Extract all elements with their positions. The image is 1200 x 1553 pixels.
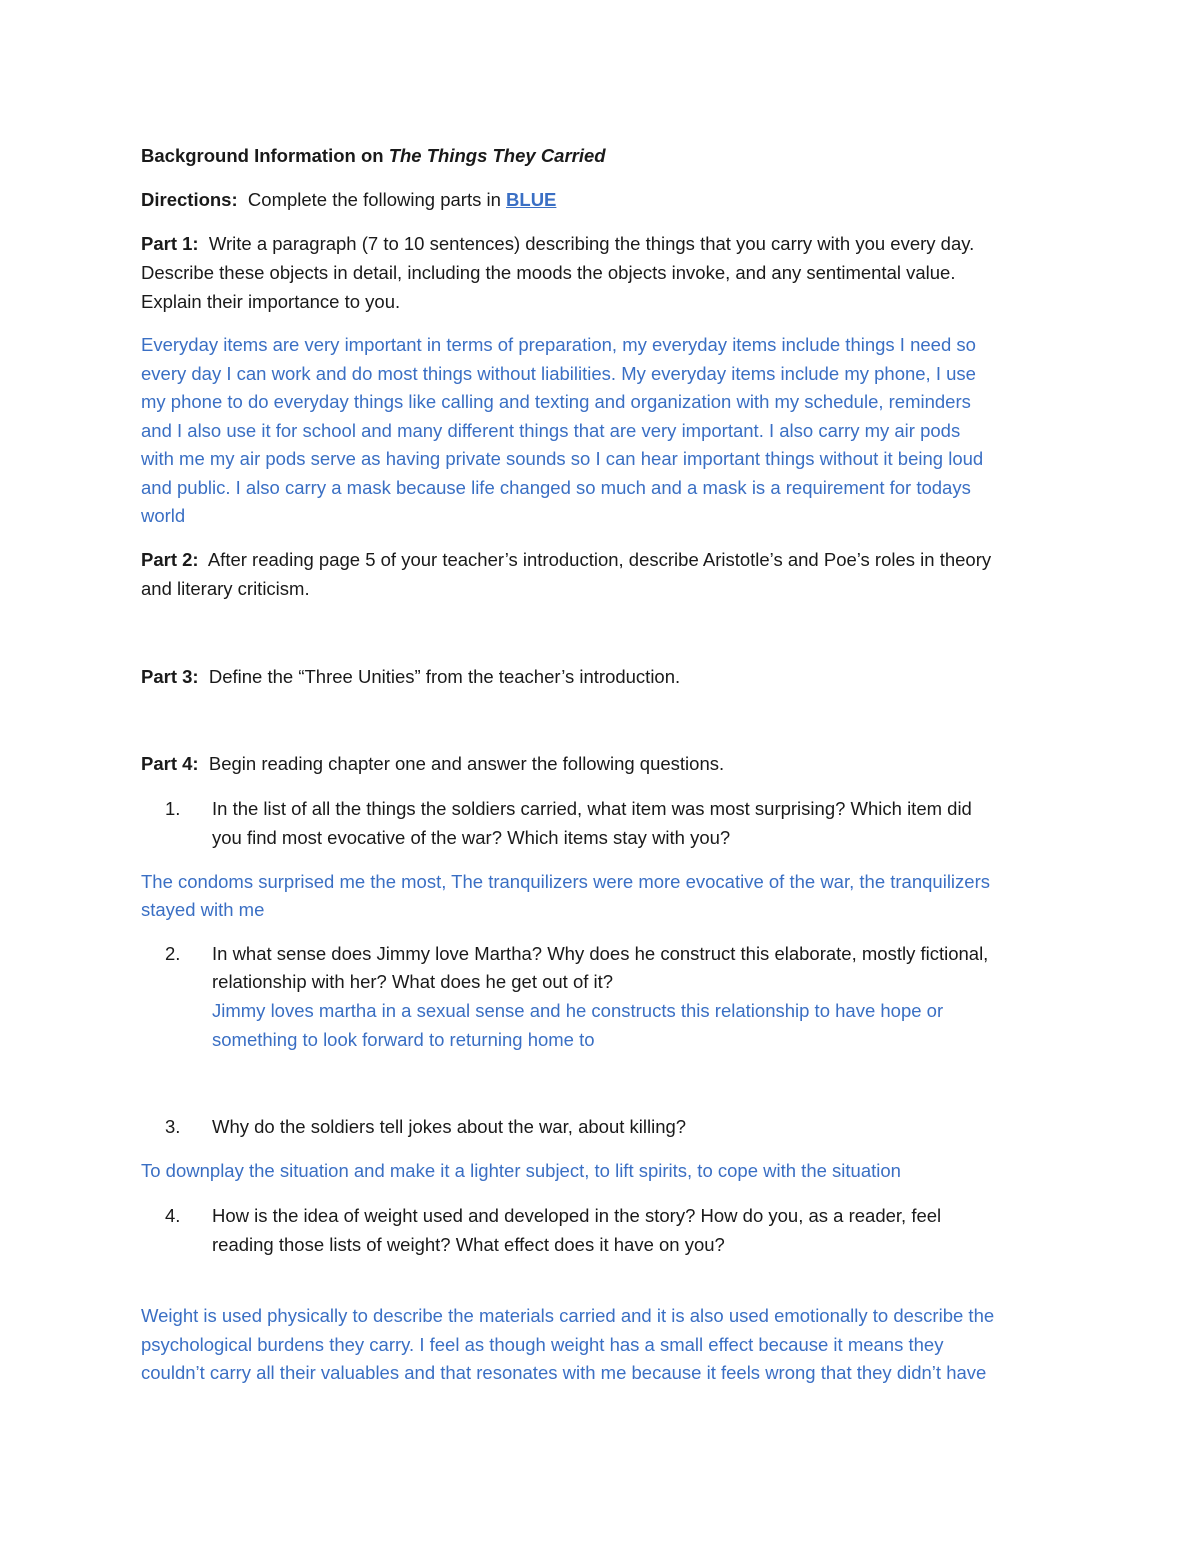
part1-text: Write a paragraph (7 to 10 sentences) describing the things that you carry with you every day. bbox=[208, 233, 975, 254]
part4-prompt bbox=[141, 750, 724, 778]
question-2-number: 2. bbox=[165, 943, 181, 964]
title-prefix: Background Information on bbox=[141, 145, 389, 166]
part1-answer-line-5: with me my air pods serve as having private sounds so I can hear important things without it being loud bbox=[141, 448, 984, 469]
part1-answer-line-3: my phone to do everyday things like calling and texting and organization with my schedule, reminders bbox=[141, 391, 971, 412]
part1-answer-line-4: and I also use it for school and many different things that are very important. I also carry my air pods bbox=[141, 420, 961, 441]
question-3-number: 3. bbox=[165, 1116, 181, 1137]
part2-prompt-line-2: and literary criticism. bbox=[141, 578, 310, 599]
directions-text: Complete the following parts in bbox=[247, 189, 507, 210]
blue-link[interactable]: BLUE bbox=[506, 189, 557, 210]
part1-answer-line-1: Everyday items are very important in terms of preparation, my everyday items include things I need so bbox=[141, 334, 976, 355]
question-4-line-1: How is the idea of weight used and developed in the story? How do you, as a reader, feel bbox=[212, 1205, 942, 1226]
part2-label: Part 2: bbox=[141, 549, 199, 570]
directions bbox=[141, 186, 556, 214]
part1-label: Part 1: bbox=[141, 233, 199, 254]
answer-2-line-2: something to look forward to returning home to bbox=[212, 1029, 595, 1050]
answer-4-line-3: couldn’t carry all their valuables and that resonates with me because it feels wrong that they didn’t have bbox=[141, 1362, 987, 1383]
question-1-number: 1. bbox=[165, 798, 181, 819]
question-2-line-1: In what sense does Jimmy love Martha? Why does he construct this elaborate, mostly fictional, bbox=[212, 943, 989, 964]
part4-text: Begin reading chapter one and answer the following questions. bbox=[208, 753, 725, 774]
document-title bbox=[141, 142, 606, 170]
answer-3-line-1: To downplay the situation and make it a lighter subject, to lift spirits, to cope with the situation bbox=[141, 1160, 901, 1181]
question-4-number: 4. bbox=[165, 1205, 181, 1226]
directions-label: Directions: bbox=[141, 189, 238, 210]
part4-label: Part 4: bbox=[141, 753, 199, 774]
part3-label: Part 3: bbox=[141, 666, 199, 687]
part2-prompt-line-1 bbox=[141, 546, 991, 574]
title-book-name: The Things They Carried bbox=[388, 145, 606, 166]
part1-prompt-line-3: Explain their importance to you. bbox=[141, 291, 401, 312]
part1-answer-line-2: every day I can work and do most things without liabilities. My everyday items include my phone, I use bbox=[141, 363, 976, 384]
answer-4-line-2: psychological burdens they carry. I feel as though weight has a small effect because it means they bbox=[141, 1334, 944, 1355]
part1-answer-line-6: and public. I also carry a mask because life changed so much and a mask is a requirement for todays bbox=[141, 477, 971, 498]
answer-2-line-1: Jimmy loves martha in a sexual sense and he constructs this relationship to have hope or bbox=[212, 1000, 944, 1021]
part1-answer-line-7: world bbox=[141, 505, 186, 526]
part1-prompt-line-2: Describe these objects in detail, including the moods the objects invoke, and any sentimental value. bbox=[141, 262, 956, 283]
question-1-line-1: In the list of all the things the soldiers carried, what item was most surprising? Which item did bbox=[212, 798, 972, 819]
answer-4-line-1: Weight is used physically to describe the materials carried and it is also used emotionally to describe the bbox=[141, 1305, 995, 1326]
question-3-line-1: Why do the soldiers tell jokes about the war, about killing? bbox=[212, 1116, 687, 1137]
part2-text: After reading page 5 of your teacher’s introduction, describe Aristotle’s and Poe’s roles in theory bbox=[207, 549, 992, 570]
part1-prompt-line-1 bbox=[141, 230, 974, 258]
answer-1-line-1: The condoms surprised me the most, The tranquilizers were more evocative of the war, the tranquilizers bbox=[141, 871, 990, 892]
question-1-line-2: you find most evocative of the war? Which items stay with you? bbox=[212, 827, 731, 848]
question-4-line-2: reading those lists of weight? What effect does it have on you? bbox=[212, 1234, 725, 1255]
question-2-line-2: relationship with her? What does he get out of it? bbox=[212, 971, 614, 992]
part3-prompt bbox=[141, 663, 680, 691]
answer-1-line-2: stayed with me bbox=[141, 899, 265, 920]
part3-text: Define the “Three Unities” from the teacher’s introduction. bbox=[208, 666, 681, 687]
